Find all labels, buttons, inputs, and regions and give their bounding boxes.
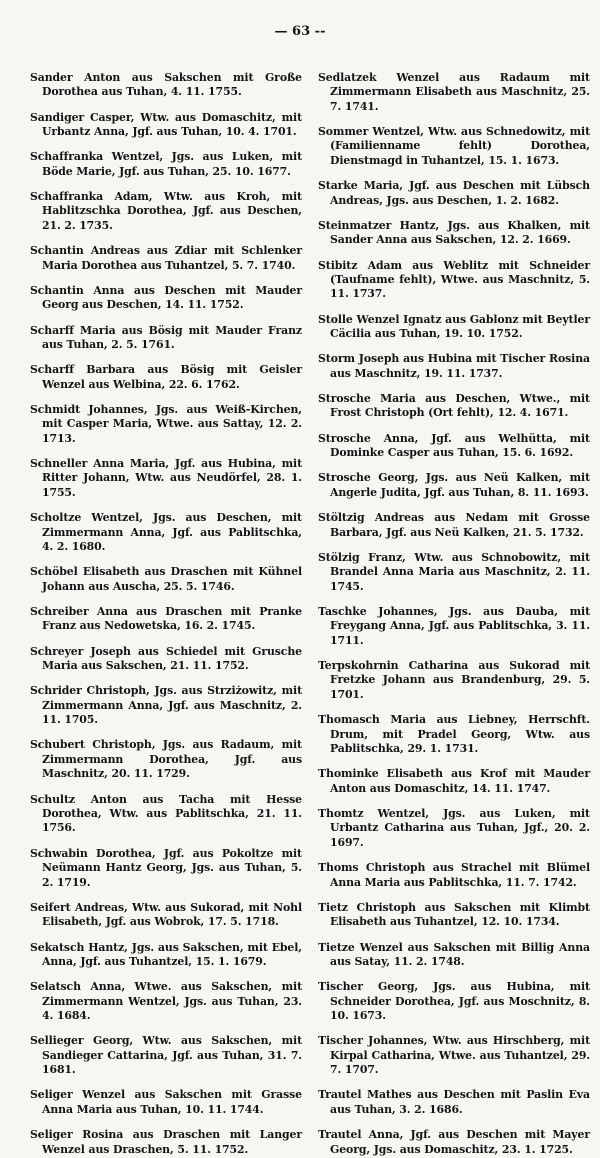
register-entry: Thomtz Wentzel, Jgs. aus Luken, mit Urbantz Catharina aus Tuhan, Jgf., 20. 2. 1697. xyxy=(318,806,590,849)
register-entry: Thoms Christoph aus Strachel mit Blümel Anna Maria aus Pablitschka, 11. 7. 1742. xyxy=(318,861,590,889)
register-entry: Thominke Elisabeth aus Krof mit Mauder Anton aus Domaschitz, 14. 11. 1747. xyxy=(318,767,590,795)
register-entry: Tietz Christoph aus Sakschen mit Klimbt Elisabeth aus Tuhantzel, 12. 10. 1734. xyxy=(318,900,590,929)
register-entry: Tischer Johannes, Wtw. aus Hirschberg, mit Kirpal Catharina, Wtwe. aus Tuhantzel, 29. 7. 1707. xyxy=(318,1034,590,1077)
register-entry: Tietze Wenzel aus Sakschen mit Billig Anna aus Satay, 11. 2. 1748. xyxy=(318,940,590,968)
register-entry: Schantin Anna aus Deschen mit Mauder Georg aus Deschen, 14. 11. 1752. xyxy=(30,283,302,312)
left-column xyxy=(30,60,302,1158)
register-entry: Trautel Mathes aus Deschen mit Paslin Eva aus Tuhan, 3. 2. 1686. xyxy=(318,1088,590,1116)
register-entry: Schreiber Anna aus Draschen mit Pranke Franz aus Nedowetska, 16. 2. 1745. xyxy=(30,604,302,633)
register-entry: Seifert Andreas, Wtw. aus Sukorad, mit Nohl Elisabeth, Jgf. aus Wobrok, 17. 5. 1718. xyxy=(30,900,302,929)
register-entry: Schmidt Johannes, Jgs. aus Weiß-Kirchen, mit Casper Maria, Wtwe. aus Sattay, 12. 2. 1713. xyxy=(30,402,302,445)
register-entry: Schöbel Elisabeth aus Draschen mit Kühnel Johann aus Auscha, 25. 5. 1746. xyxy=(30,565,302,593)
register-entry: Terpskohrnin Catharina aus Sukorad mit Fretzke Johann aus Brandenburg, 29. 5. 1701. xyxy=(318,659,590,701)
register-entry: Steinmatzer Hantz, Jgs. aus Khalken, mit Sander Anna aus Sakschen, 12. 2. 1669. xyxy=(318,218,590,247)
register-entry: Schaffranka Wentzel, Jgs. aus Luken, mit Böde Marie, Jgf. aus Tuhan, 25. 10. 1677. xyxy=(30,150,302,178)
register-entry: Strosche Georg, Jgs. aus Neü Kalken, mit Angerle Judita, Jgf. aus Tuhan, 8. 11. 1693. xyxy=(318,471,590,499)
register-entry: Scholtze Wentzel, Jgs. aus Deschen, mit Zimmermann Anna, Jgf. aus Pablitschka, 4. 2. 1680. xyxy=(30,511,302,553)
register-entry: Taschke Johannes, Jgs. aus Dauba, mit Freygang Anna, Jgf. aus Pablitschka, 3. 11. 1711. xyxy=(318,604,590,647)
register-entry: Schneller Anna Maria, Jgf. aus Hubina, mit Ritter Johann, Wtw. aus Neudörfel, 28. 1. 1755. xyxy=(30,457,302,499)
register-entry: Stöltzig Andreas aus Nedam mit Grosse Barbara, Jgf. aus Neü Kalken, 21. 5. 1732. xyxy=(318,511,590,539)
register-entry: Selatsch Anna, Wtwe. aus Sakschen, mit Zimmermann Wentzel, Jgs. aus Tuhan, 23. 4. 1684. xyxy=(30,980,302,1023)
register-entry: Stibitz Adam aus Weblitz mit Schneider (Taufname fehlt), Wtwe. aus Maschnitz, 5. 11. 1737. xyxy=(318,258,590,301)
register-entry: Seliger Wenzel aus Sakschen mit Grasse Anna Maria aus Tuhan, 10. 11. 1744. xyxy=(30,1088,302,1116)
register-entry: Thomasch Maria aus Liebney, Herrschft. Drum, mit Pradel Georg, Wtw. aus Pablitschka, 29. 1. 1731. xyxy=(318,713,590,755)
register-entry: Schantin Andreas aus Zdiar mit Schlenker Maria Dorothea aus Tuhantzel, 5. 7. 1740. xyxy=(30,244,302,272)
register-entry: Strosche Maria aus Deschen, Wtwe., mit Frost Christoph (Ort fehlt), 12. 4. 1671. xyxy=(318,392,590,420)
register-entry: Schwabin Dorothea, Jgf. aus Pokoltze mit Neümann Hantz Georg, Jgs. aus Tuhan, 5. 2. 1719. xyxy=(30,846,302,889)
register-entry: Schubert Christoph, Jgs. aus Radaum, mit Zimmermann Dorothea, Jgf. aus Maschnitz, 20. 11. 1729. xyxy=(30,738,302,781)
register-entry: Sandiger Casper, Wtw. aus Domaschitz, mit Urbantz Anna, Jgf. aus Tuhan, 10. 4. 1701. xyxy=(30,110,302,138)
register-entry: Storm Joseph aus Hubina mit Tischer Rosina aus Maschnitz, 19. 11. 1737. xyxy=(318,352,590,380)
register-entry: Schaffranka Adam, Wtw. aus Kroh, mit Hablitzschka Dorothea, Jgf. aus Deschen, 21. 2. 1735. xyxy=(30,190,302,232)
register-entry: Stölzig Franz, Wtw. aus Schnobowitz, mit Brandel Anna Maria aus Maschnitz, 2. 11. 1745. xyxy=(318,550,590,593)
columns xyxy=(30,60,590,1158)
register-entry: Seliger Rosina aus Draschen mit Langer Wenzel aus Draschen, 5. 11. 1752. xyxy=(30,1128,302,1156)
register-entry: Schultz Anton aus Tacha mit Hesse Dorothea, Wtw. aus Pablitschka, 21. 11. 1756. xyxy=(30,792,302,835)
register-entry: Starke Maria, Jgf. aus Deschen mit Lübsch Andreas, Jgs. aus Deschen, 1. 2. 1682. xyxy=(318,179,590,207)
register-entry: Stolle Wenzel Ignatz aus Gablonz mit Beytler Cäcilia aus Tuhan, 19. 10. 1752. xyxy=(318,312,590,341)
register-entry: Sekatsch Hantz, Jgs. aus Sakschen, mit Ebel, Anna, Jgf. aus Tuhantzel, 15. 1. 1679. xyxy=(30,940,302,968)
register-entry: Sander Anton aus Sakschen mit Große Dorothea aus Tuhan, 4. 11. 1755. xyxy=(30,70,302,99)
register-entry: Scharff Maria aus Bösig mit Mauder Franz aus Tuhan, 2. 5. 1761. xyxy=(30,323,302,351)
register-entry: Schreyer Joseph aus Schiedel mit Grusche Maria aus Sakschen, 21. 11. 1752. xyxy=(30,644,302,673)
register-entry: Sommer Wentzel, Wtw. aus Schnedowitz, mit (Familienname fehlt) Dorothea, Dienstmagd in Tuhantzel, 15. 1. 1673. xyxy=(318,125,590,167)
register-entry: Trautel Anna, Jgf. aus Deschen mit Mayer Georg, Jgs. aus Domaschitz, 23. 1. 1725. xyxy=(318,1128,590,1156)
page-number: — 63 -- xyxy=(274,24,326,39)
register-entry: Schrider Christoph, Jgs. aus Strziżowitz, mit Zimmermann Anna, Jgf. aus Maschnitz, 2. 11. 1705. xyxy=(30,684,302,727)
register-entry: Tischer Georg, Jgs. aus Hubina, mit Schneider Dorothea, Jgf. aus Moschnitz, 8. 10. 1673. xyxy=(318,980,590,1023)
register-entry: Scharff Barbara aus Bösig mit Geisler Wenzel aus Welbina, 22. 6. 1762. xyxy=(30,363,302,391)
register-entry: Sellieger Georg, Wtw. aus Sakschen, mit Sandieger Cattarina, Jgf. aus Tuhan, 31. 7. 1681. xyxy=(30,1034,302,1077)
register-entry: Strosche Anna, Jgf. aus Welhütta, mit Dominke Casper aus Tuhan, 15. 6. 1692. xyxy=(318,431,590,460)
register-entry: Sedlatzek Wenzel aus Radaum mit Zimmermann Elisabeth aus Maschnitz, 25. 7. 1741. xyxy=(318,70,590,113)
right-column xyxy=(318,60,590,1158)
